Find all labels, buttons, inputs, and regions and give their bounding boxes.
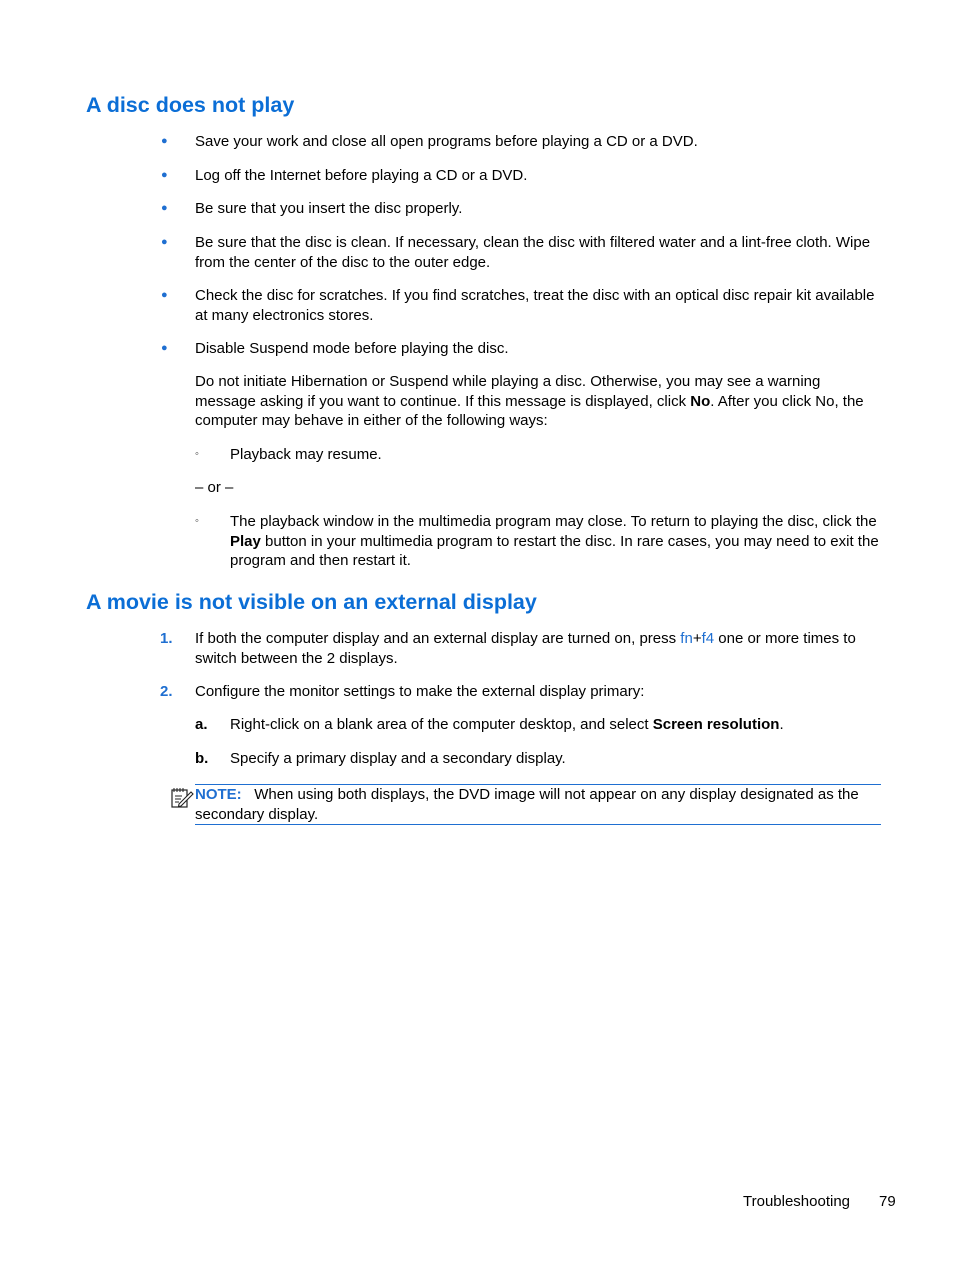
footer-section-title: Troubleshooting xyxy=(743,1193,851,1210)
or-separator: – or – xyxy=(195,479,234,496)
sub-step-item: Right-click on a blank area of the computer desktop, and select Screen resolution. xyxy=(230,716,784,733)
list-item: Save your work and close all open programs before playing a CD or a DVD. xyxy=(195,133,698,150)
list-item: Disable Suspend mode before playing the disc. xyxy=(195,340,509,357)
heading-movie-not-visible: A movie is not visible on an external display xyxy=(86,590,537,614)
bullet-icon: ● xyxy=(161,135,168,147)
suspend-paragraph: Do not initiate Hibernation or Suspend while playing a disc. Otherwise, you may see a warning message asking if you want to continue. If this message is displayed, click No. After you click No, the computer may behave in either of the following ways: xyxy=(195,373,864,429)
note-icon xyxy=(170,785,194,809)
sub-step-item: Specify a primary display and a secondary display. xyxy=(230,750,566,767)
list-item: Be sure that you insert the disc properly. xyxy=(195,200,463,217)
sub-list-item: Playback may resume. xyxy=(230,446,382,463)
sub-step-label: b. xyxy=(195,750,209,767)
step-number: 1. xyxy=(160,630,173,647)
bullet-icon: ● xyxy=(161,289,168,301)
step-item: Configure the monitor settings to make the external display primary: xyxy=(195,683,645,700)
list-item: Be sure that the disc is clean. If necessary, clean the disc with filtered water and a lint-free cloth. Wipe from the center of the disc to the outer edge. xyxy=(195,234,871,271)
f4-key-link[interactable]: f4 xyxy=(701,630,715,647)
list-item: Check the disc for scratches. If you find scratches, treat the disc with an optical disc repair kit available at many electronics stores. xyxy=(195,287,875,324)
note-text: NOTE: When using both displays, the DVD image will not appear on any display designated as the secondary display. xyxy=(195,786,859,823)
bullet-icon: ● xyxy=(161,202,168,214)
sub-bullet-icon: ◦ xyxy=(195,515,199,527)
sub-list-item: The playback window in the multimedia program may close. To return to playing the disc, click the Play button in your multimedia program to restart the disc. In rare cases, you may need to exit the program and then restart it. xyxy=(230,513,879,569)
heading-disc-does-not-play: A disc does not play xyxy=(86,93,295,117)
note-label: NOTE: xyxy=(195,786,242,803)
bullet-icon: ● xyxy=(161,342,168,354)
step-item: If both the computer display and an external display are turned on, press fn+f4 one or more times to switch between the 2 displays. xyxy=(195,630,856,667)
list-item: Log off the Internet before playing a CD or a DVD. xyxy=(195,167,528,184)
note-box xyxy=(195,784,881,825)
sub-bullet-icon: ◦ xyxy=(195,448,199,460)
bullet-icon: ● xyxy=(161,169,168,181)
sub-step-label: a. xyxy=(195,716,208,733)
page-number: 79 xyxy=(879,1193,896,1210)
fn-key-link[interactable]: fn xyxy=(680,630,693,647)
bullet-icon: ● xyxy=(161,236,168,248)
step-number: 2. xyxy=(160,683,173,700)
